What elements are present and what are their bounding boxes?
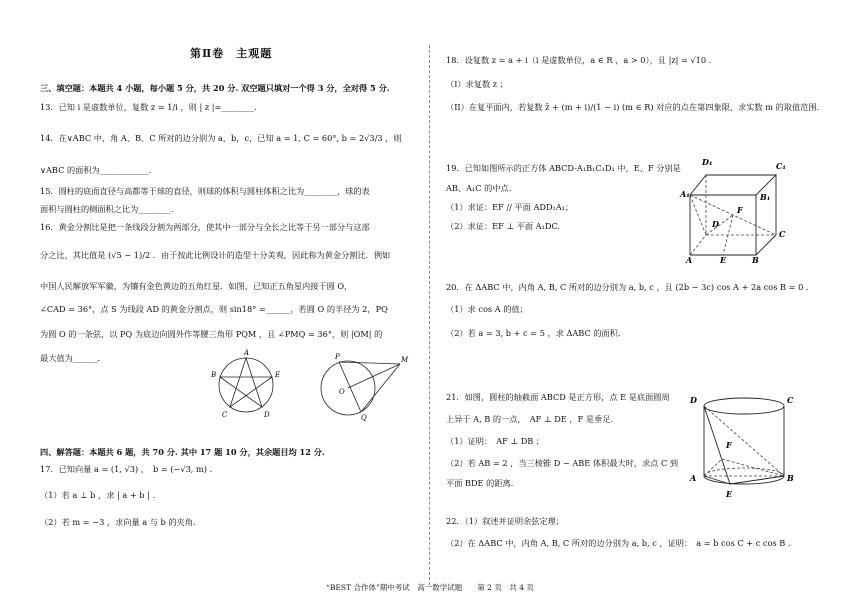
question-19-part1: （1）求证：EF // 平面 ADD₁A₁； (446, 202, 574, 212)
question-20-part2: （2）若 a = 3, b + c = 5 ，求 ΔABC 的面积. (446, 328, 621, 338)
section-answers-heading: 四、解答题：本题共 6 题，共 70 分. 其中 17 题 10 分，其余题目均 12 分. (40, 447, 325, 457)
question-16-line3: 中国人民解放军军徽，为镶有金色黄边的五角红星．如图，已知正五角星内接于圆 O， (40, 281, 353, 291)
question-15-line2: 面积与圆柱的侧面积之比为________. (40, 204, 174, 214)
cylinder-figure (688, 393, 798, 508)
question-20: 20．在 ΔABC 中，内角 A, B, C 所对的边分别为 a, b, c ，且 (2b − 3c) cos A + 2a cos B = 0 . (446, 282, 809, 292)
cube-label-c: C (779, 229, 786, 239)
column-divider (429, 45, 430, 585)
circle-label-m: M (401, 356, 409, 364)
cylinder-label-f: F (726, 440, 732, 450)
question-13: 13．已知 i 是虚数单位，复数 z = 1/i ，则 | z |=________. (40, 102, 257, 112)
circle-label-q: Q (361, 414, 367, 422)
question-18: 18．设复数 z = a + i（i 是虚数单位，a ∈ R ，a > 0），且 |z| = √10 . (446, 55, 712, 65)
star-label-d: D (264, 411, 270, 419)
star-label-b: B (211, 371, 217, 379)
cube-label-b1: B₁ (760, 192, 771, 202)
question-16-line6: 最大值为______. (40, 353, 100, 363)
question-18-part1: （I）求复数 z ； (446, 79, 508, 89)
cylinder-label-b: B (787, 473, 794, 483)
cube-label-b: B (752, 255, 759, 265)
cube-label-a1: A₁ (680, 189, 690, 199)
page-title: 第Ⅱ卷 主观题 (190, 47, 273, 60)
question-16-line1: 16．黄金分割比是把一条线段分割为两部分，使其中一部分与全长之比等于另一部分与这部 (40, 222, 370, 232)
question-17-part1: （1）若 a ⊥ b ，求 | a + b | . (40, 490, 156, 500)
cylinder-label-e: E (726, 489, 733, 499)
cube-label-e: E (720, 255, 727, 265)
question-14-line1: 14．在∨ABC 中，角 A、B、C 所对的边分别为 a，b，c，已知 a = 1, C = 60°, b = 2√3/3 ，则 (40, 133, 402, 143)
question-16-line4: ∠CAD = 36°，点 S 为线段 AD 的黄金分割点，则 sin18° =______，若圆 O 的半径为 2，PQ (40, 304, 388, 314)
circle-label-o: O (339, 388, 345, 396)
question-20-part1: （1）求 cos A 的值； (446, 304, 528, 314)
cube-label-c1: C₁ (776, 161, 786, 171)
question-21-line1: 21．如图，圆柱的轴截面 ABCD 是正方形，点 E 是底面圆周 (446, 392, 670, 402)
question-17: 17．已知向量 a = (1, √3) ， b = (−√3, m) . (40, 464, 213, 474)
question-15-line1: 15．圆柱的底面直径与高都等于球的直径，则球的体积与圆柱体积之比为________，球的表 (40, 186, 370, 196)
cube-label-d1: D₁ (702, 157, 713, 167)
star-label-e: E (275, 371, 281, 379)
circle-chord-figure (315, 350, 409, 422)
question-21-part1: （1）证明： AF ⊥ DB ； (446, 436, 545, 446)
question-18-part2: （II）在复平面内，若复数 z̄ + (m + i)/(1 − i) (m ∈ R) 对应的点在第四象限，求实数 m 的取值范围. (446, 102, 820, 112)
cylinder-label-d: D (690, 395, 697, 405)
question-21-part3: 平面 BDE 的距离. (446, 478, 514, 488)
question-19-line2: AB、A₁C 的中点. (446, 183, 512, 193)
page-footer: “BEST 合作体”期中考试 高一数学试题 第 2 页 共 4 页 (326, 583, 534, 592)
cube-label-d: D (712, 219, 719, 229)
cylinder-label-c: C (787, 395, 794, 405)
star-label-a: A (244, 349, 250, 357)
cube-label-a: A (686, 255, 693, 265)
question-17-part2: （2）若 m = −3 ，求向量 a 与 b 的夹角. (40, 517, 196, 527)
question-19-line1: 19．已知如图所示的正方体 ABCD-A₁B₁C₁D₁ 中，E、F 分别是 (446, 163, 681, 173)
cylinder-label-a: A (690, 473, 697, 483)
question-21-line2: 上异于 A, B 的一点， AF ⊥ DE ，F 是垂足. (446, 414, 614, 424)
star-circle (219, 358, 273, 412)
question-21-part2: （2）若 AB = 2 ，当三棱锥 D − ABE 体积最大时，求点 C 到 (446, 458, 679, 468)
question-22-part1: 22．（1）叙述并证明余弦定理； (446, 516, 564, 526)
question-16-line2: 分之比，其比值是 (√5 − 1)/2 ．由于按此比例设计的造型十分美观，因此称为黄金分割比．例如 (40, 250, 391, 260)
cube-figure (680, 153, 800, 263)
question-22-part2: （2）在 ΔABC 中，内角 A, B, C 所对的边分别为 a, b, c ，证明： a = b cos C + c cos B . (446, 538, 791, 548)
section-fill-blank-heading: 三、填空题：本题共 4 小题，每小题 5 分，共 20 分. 双空题只填对一个得 3 分，全对得 5 分. (40, 83, 390, 93)
question-16-line5: 为圆 O 的一条弦，以 PQ 为底边向圆外作等腰三角形 PQM ，且 ∠PMQ = 36°，则 |OM| 的 (40, 329, 383, 339)
star-label-c: C (222, 411, 228, 419)
cube-label-f: F (737, 205, 743, 215)
question-14-line2: ∨ABC 的面积为____________. (40, 165, 152, 175)
question-19-part2: （2）求证：EF ⊥ 平面 A₁DC. (446, 221, 561, 231)
pentagram-figure (210, 347, 290, 417)
circle-label-p: P (335, 353, 340, 361)
